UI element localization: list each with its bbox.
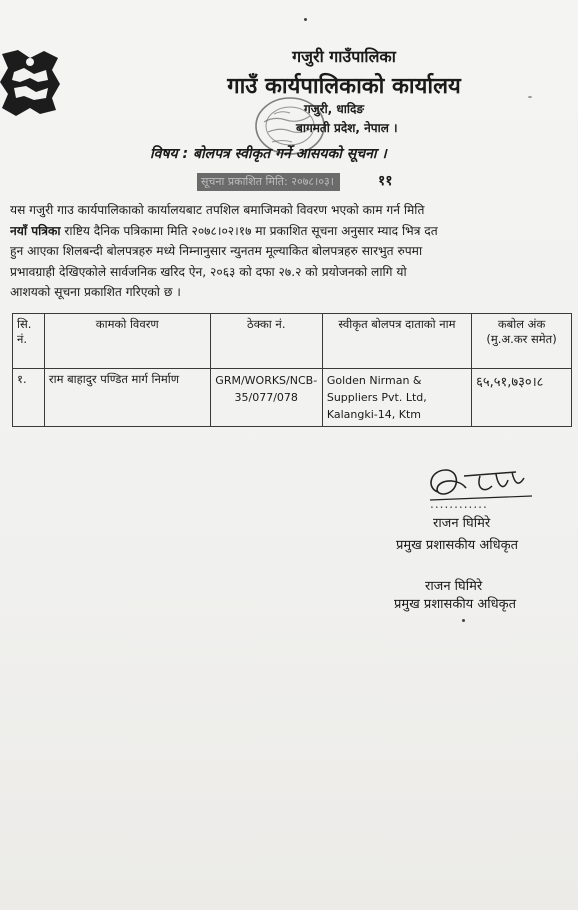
table-row [13,369,572,427]
body-line-1: यस गजुरी गाउ कार्यपालिकाको कार्यालयबाट तपशिल बमाजिमको विवरण भएको काम गर्न मिति [10,203,425,217]
office-name: गाउँ कार्यपालिकाको कार्यालय [227,74,461,99]
body-line-2-rest: राष्टिय दैनिक पत्रिकामा मिति २०७८।०२।१७ मा प्रकाशित सूचना अनुसार म्याद भित्र दत [60,223,438,238]
municipality-name: गजुरी गाउँपालिका [292,47,396,66]
signatory-name: राजन घिमिरे [433,516,491,531]
body-line-5: आशयको सूचना प्रकाशित गरिएको छ । [10,285,181,300]
header-serial-number: सि. नं. [13,314,45,369]
notice-body [10,200,572,303]
newspaper-name: नयाँ पत्रिका [10,223,61,238]
row-approved-bidder: Golden Nirman & Suppliers Pvt. Ltd, Kalangki-14, Ktm [322,369,471,427]
signatory-name-stamp: राजन घिमिरे [425,579,483,594]
table-header-row [13,314,572,369]
body-line-2 [10,221,572,242]
paper-speck [304,18,307,21]
award-table [12,313,572,427]
publication-date-label: सूचना प्रकाशित मिति: २०७८।०३। [197,173,340,191]
paper-speck [462,619,465,622]
header-work-description: कामको विवरण [44,314,210,369]
body-line-4: प्रभावग्राही देखिएकोले सार्वजनिक खरिद ऐन, २०६३ को दफा २७.२ को प्रयोजनको लागि यो [10,264,407,279]
signature-line: ............ [430,497,488,511]
publication-date-day: ११ [378,173,393,189]
header-bid-amount: कबोल अंक (मु.अ.कर समेत) [472,314,572,369]
row-contract-number: GRM/WORKS/NCB-35/077/078 [210,369,322,427]
paper-speck [528,96,532,98]
signatory-title-stamp: प्रमुख प्रशासकीय अधिकृत [394,597,517,612]
address-line-province: बागमती प्रदेश, नेपाल । [296,121,398,135]
header-contract-number: ठेक्का नं. [210,314,322,369]
row-work-description: राम बाहादुर पण्डित मार्ग निर्माण [44,369,210,427]
row-bid-amount: ६५,५१,७३०।८ [472,369,572,427]
notice-subject: विषय : बोलपत्र स्वीकृत गर्ने आसयको सूचना । [150,146,387,162]
signatory-title: प्रमुख प्रशासकीय अधिकृत [396,538,519,553]
row-serial-number: १. [13,369,45,427]
header-approved-bidder: स्वीकृत बोलपत्र दाताको नाम [322,314,471,369]
address-line-district: गजुरी, धादिङ [304,102,365,116]
body-line-3: हुन आएका शिलबन्दी बोलपत्रहरु मध्ये निम्नानुसार न्युनतम मूल्याकित बोलपत्रहरु सारभुत रुपमा [10,244,423,259]
